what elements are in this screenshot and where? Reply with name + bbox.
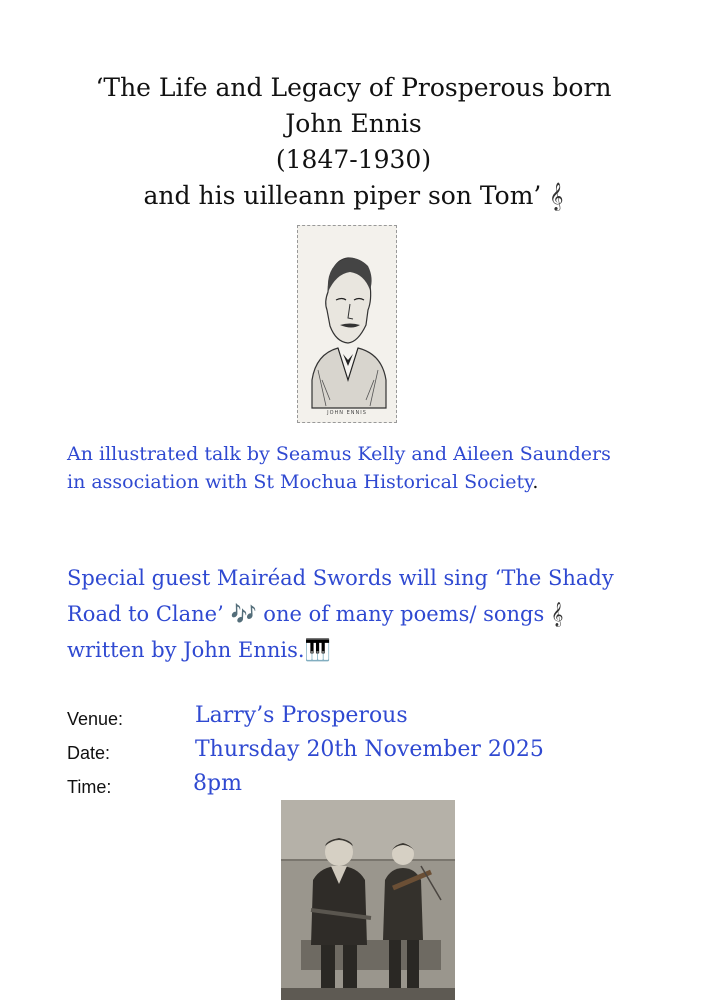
venue-value: Larry’s Prosperous (195, 703, 408, 728)
event-title (0, 70, 707, 214)
time-label: Time: (67, 777, 112, 797)
venue-label: Venue: (67, 709, 124, 729)
treble-clef-icon: 𝄞 (550, 602, 564, 626)
guest-text-1: Special guest Mairéad Swords will sing ‘The Shady Road to Clane’ (67, 566, 614, 626)
portrait-caption: JOHN ENNIS (327, 410, 367, 416)
music-notes-icon: 🎶 (230, 602, 257, 626)
portrait-sketch (298, 230, 396, 410)
guest-text-2: one of many poems/ songs (256, 602, 551, 626)
talk-description-text: An illustrated talk by Seamus Kelly and Aileen Saunders in association with St Mochua Historical Society (67, 443, 611, 493)
time-value: 8pm (193, 771, 242, 796)
title-line-2: John Ennis (285, 109, 422, 138)
john-ennis-portrait (297, 225, 397, 423)
guest-text-3: written by John Ennis. (67, 638, 305, 662)
ennis-father-son-photo (281, 800, 455, 1000)
special-guest-text (67, 560, 647, 668)
title-line-3: (1847-1930) (275, 145, 432, 174)
date-value: Thursday 20th November 2025 (195, 737, 544, 762)
date-label: Date: (67, 743, 111, 763)
talk-description-end: . (532, 471, 539, 493)
title-line-4-text: and his uilleann piper son Tom’ (143, 181, 542, 210)
title-line-4 (0, 178, 707, 214)
piano-keys-icon: 🎹 (304, 638, 331, 662)
talk-description (67, 440, 627, 496)
title-line-1: ‘The Life and Legacy of Prosperous born (95, 73, 612, 102)
treble-clef-icon: 𝄞 (549, 182, 564, 210)
photo-illustration (281, 800, 455, 1000)
